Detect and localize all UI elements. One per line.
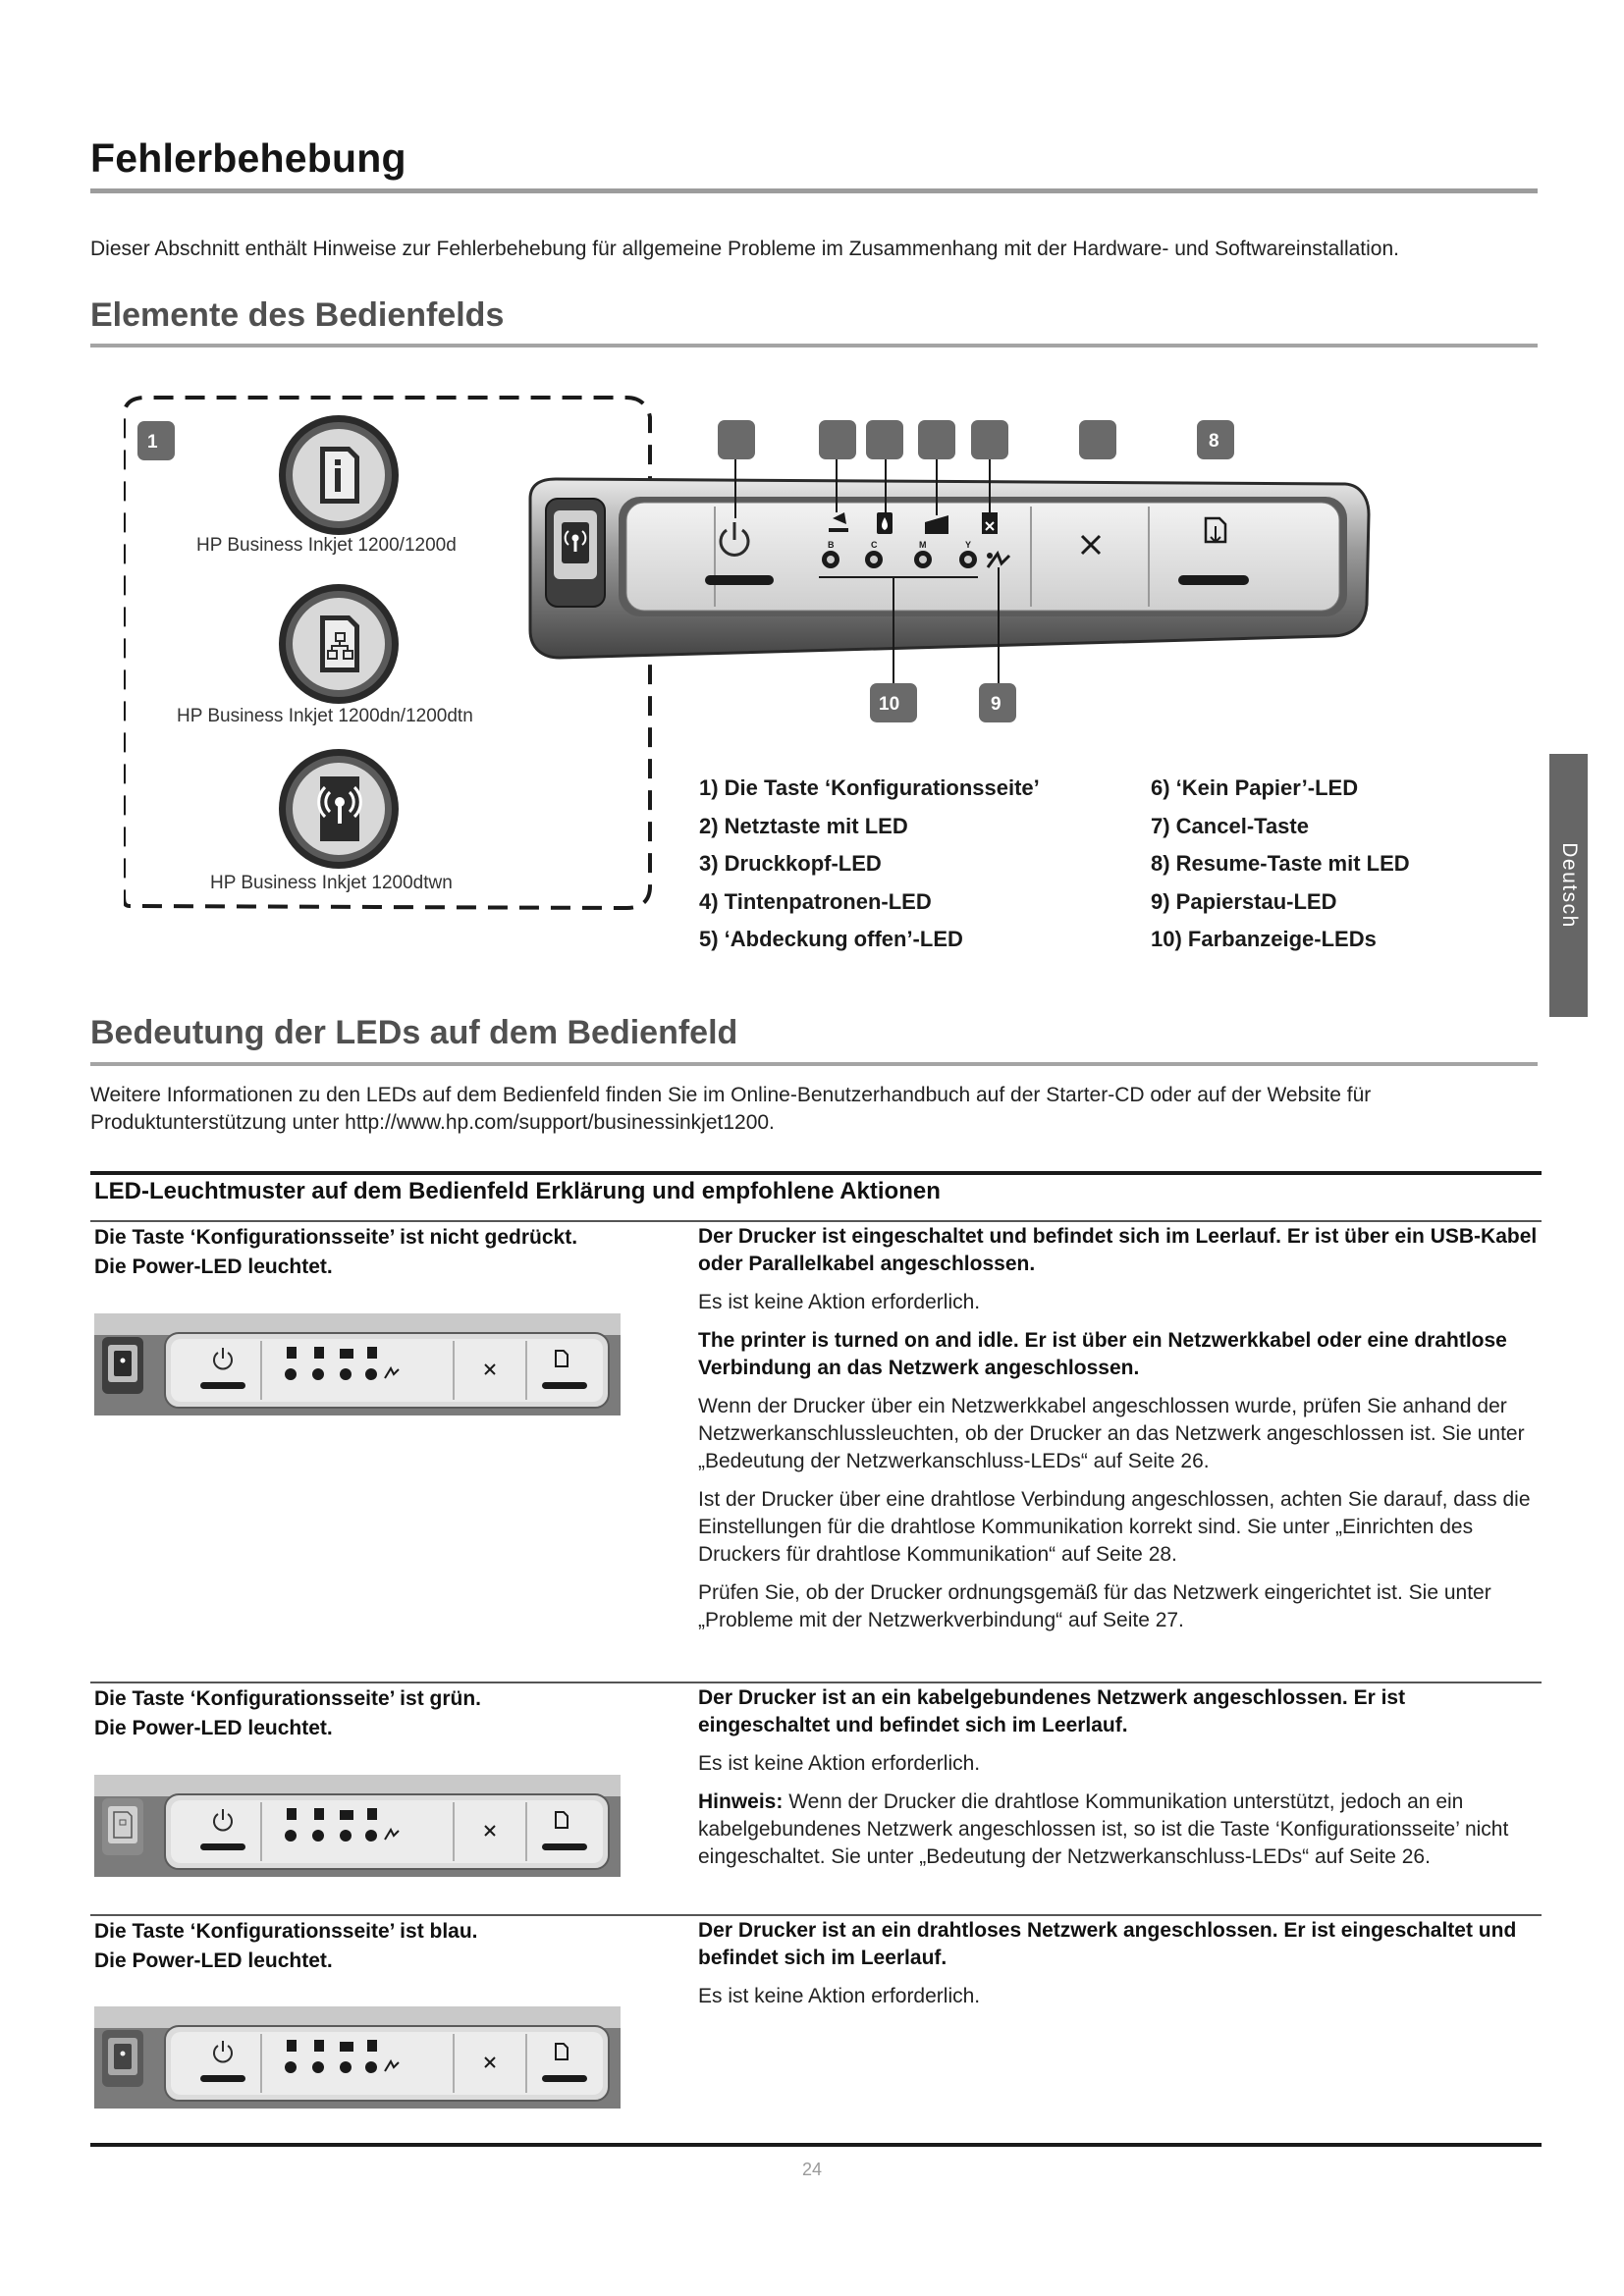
mini-wireless-icon xyxy=(114,2044,132,2069)
config-page-button-1200dtwn xyxy=(277,747,401,871)
table-row-1-description xyxy=(698,1223,1538,1645)
resume-led-bar xyxy=(1178,575,1249,585)
row-3-cond-line-1: Die Taste ‘Konfigurationsseite’ ist blau. xyxy=(94,1920,478,1943)
legend-item-6: 6) ‘Kein Papier’-LED xyxy=(1151,775,1359,800)
led-letter-m: M xyxy=(919,540,927,550)
section-title-panel-elements: Elemente des Bedienfelds xyxy=(90,296,505,334)
row-1-status-network: The printer is turned on and idle. Er ist über ein Netzwerkkabel oder eine drahtlose Verbindung an das Netzwerk angeschlossen. xyxy=(698,1329,1507,1379)
row-2-action: Es ist keine Aktion erforderlich. xyxy=(698,1752,981,1775)
row-1-cond-line-1: Die Taste ‘Konfigurationsseite’ ist nicht gedrückt. xyxy=(94,1226,578,1249)
config-page-button-1200 xyxy=(277,413,401,537)
section-title-led-meaning: Bedeutung der LEDs auf dem Bedienfeld xyxy=(90,1014,738,1051)
title-divider xyxy=(90,188,1538,193)
legend-item-5: 5) ‘Abdeckung offen’-LED xyxy=(699,927,963,951)
legend-left xyxy=(699,775,1040,965)
legend-item-1: 1) Die Taste ‘Konfigurationsseite’ xyxy=(699,775,1040,800)
callout-badge-1 xyxy=(137,421,175,460)
led-letter-y: Y xyxy=(965,540,972,550)
model-label-1200dn: HP Business Inkjet 1200dn/1200dtn xyxy=(177,706,473,726)
control-panel-diagram xyxy=(520,420,1375,744)
panel-state-illustration-2 xyxy=(94,1775,621,1879)
callout-badge-2 xyxy=(718,420,755,459)
table-rule xyxy=(90,1914,1542,1916)
table-row-3-condition xyxy=(94,1917,478,1976)
table-bottom-rule xyxy=(90,2143,1542,2147)
network-page-icon xyxy=(320,615,359,672)
section-divider xyxy=(90,344,1538,347)
callout-badge-3 xyxy=(819,420,856,459)
callout-10-label: 10 xyxy=(879,694,900,715)
led-letter-b: B xyxy=(828,540,835,550)
legend-item-8: 8) Resume-Taste mit LED xyxy=(1151,851,1410,876)
row-1-status: Der Drucker ist eingeschaltet und befindet sich im Leerlauf. Er ist über ein USB-Kabel oder Parallelkabel angeschlossen. xyxy=(698,1225,1538,1275)
table-row-2-description xyxy=(698,1684,1538,1882)
callout-1-label: 1 xyxy=(147,432,158,453)
callout-8-label: 8 xyxy=(1209,431,1219,452)
row-3-status: Der Drucker ist an ein drahtloses Netzwerk angeschlossen. Er ist eingeschaltet und befindet sich im Leerlauf. xyxy=(698,1919,1517,1969)
row-2-cond-line-1: Die Taste ‘Konfigurationsseite’ ist grün. xyxy=(94,1687,482,1710)
wireless-icon xyxy=(319,776,361,841)
row-2-cond-line-2: Die Power-LED leuchtet. xyxy=(94,1717,333,1739)
info-page-icon xyxy=(320,447,359,504)
legend-item-7: 7) Cancel-Taste xyxy=(1151,813,1309,838)
table-row-2-condition xyxy=(94,1684,481,1743)
power-led-bar xyxy=(705,575,774,585)
panel-state-illustration-1 xyxy=(94,1313,621,1417)
table-row-3-description xyxy=(698,1917,1538,2021)
legend-right xyxy=(1151,775,1410,965)
row-1-action: Es ist keine Aktion erforderlich. xyxy=(698,1291,981,1313)
callout-badge-4 xyxy=(866,420,903,459)
intro-text: Dieser Abschnitt enthält Hinweise zur Fehlerbehebung für allgemeine Probleme im Zusammenhang mit der Hardware- und Softwareinstallation. xyxy=(90,238,1399,260)
row-2-note-label: Hinweis: xyxy=(698,1790,784,1813)
mini-wireless-icon xyxy=(114,1351,132,1376)
legend-item-3: 3) Druckkopf-LED xyxy=(699,851,882,876)
language-tab-label: Deutsch xyxy=(1557,842,1581,929)
table-header: LED-Leuchtmuster auf dem Bedienfeld Erklärung und empfohlene Aktionen xyxy=(94,1178,941,1204)
page-number: 24 xyxy=(801,2160,823,2179)
row-3-action: Es ist keine Aktion erforderlich. xyxy=(698,1985,981,2007)
table-row-1-condition xyxy=(94,1223,577,1282)
model-label-1200dtwn: HP Business Inkjet 1200dtwn xyxy=(210,873,453,893)
page-title: Fehlerbehebung xyxy=(90,135,406,181)
panel-state-illustration-3 xyxy=(94,2006,621,2110)
row-1-network-tip-3: Prüfen Sie, ob der Drucker ordnungsgemäß für das Netzwerk eingerichtet ist. Sie unter „Probleme mit der Netzwerkverbindung“ auf Seite 27. xyxy=(698,1581,1491,1631)
mini-power-led xyxy=(200,1843,245,1850)
mini-power-led xyxy=(200,2075,245,2082)
legend-item-10: 10) Farbanzeige-LEDs xyxy=(1151,927,1377,951)
row-2-note xyxy=(698,1789,1538,1871)
row-2-status: Der Drucker ist an ein kabelgebundenes Netzwerk angeschlossen. Er ist eingeschaltet und befindet sich im Leerlauf. xyxy=(698,1686,1406,1736)
callout-badge-6 xyxy=(971,420,1008,459)
led-info-paragraph: Weitere Informationen zu den LEDs auf dem Bedienfeld finden Sie im Online-Benutzerhandbuch auf der Starter-CD oder auf der Website für Produktunterstützung unter http://www.hp.com/support/businessinkjet1200. xyxy=(90,1084,1372,1134)
panel-wireless-icon xyxy=(562,522,589,563)
mini-power-led xyxy=(200,1382,245,1389)
legend-item-4: 4) Tintenpatronen-LED xyxy=(699,888,932,914)
ink-cartridge-icon xyxy=(877,512,893,534)
mini-resume-led xyxy=(542,1382,587,1389)
callout-9-label: 9 xyxy=(991,694,1001,715)
model-label-1200: HP Business Inkjet 1200/1200d xyxy=(196,535,457,556)
table-top-rule xyxy=(90,1171,1542,1175)
out-of-paper-icon xyxy=(982,512,998,534)
config-page-button-1200dn xyxy=(277,582,401,706)
section-divider xyxy=(90,1062,1538,1066)
led-letter-c: C xyxy=(871,540,878,550)
mini-resume-led xyxy=(542,2075,587,2082)
language-tab xyxy=(1549,754,1588,1017)
table-rule xyxy=(90,1682,1542,1683)
row-1-network-tip-2: Ist der Drucker über eine drahtlose Verbindung angeschlossen, achten Sie darauf, dass die Einstellungen für die drahtlose Kommunikation korrekt sind. Sie unter „Einrichten des Druckers für drahtlose Kommunikation“ auf Seite 28. xyxy=(698,1488,1531,1566)
legend-item-2: 2) Netztaste mit LED xyxy=(699,813,908,838)
callout-badge-5 xyxy=(918,420,955,459)
mini-resume-led xyxy=(542,1843,587,1850)
table-rule xyxy=(90,1220,1542,1222)
row-1-network-tip-1: Wenn der Drucker über ein Netzwerkkabel angeschlossen wurde, prüfen Sie anhand der Netzwerkanschlussleuchten, ob der Drucker an das Netzwerk angeschlossen ist. Sie unter „Bedeutung der Netzwerkanschluss-LEDs“ auf Seite 26. xyxy=(698,1395,1525,1472)
callout-badge-7 xyxy=(1079,420,1116,459)
row-2-note-text: Wenn der Drucker die drahtlose Kommunikation unterstützt, jedoch an ein kabelgebundenes Netzwerk angeschlossen ist, so ist die Taste ‘Konfigurationsseite’ nicht eingeschaltet. Sie unter „Bedeutung der Netzwerkanschluss-LEDs“ auf Seite 26. xyxy=(698,1790,1509,1868)
row-1-cond-line-2: Die Power-LED leuchtet. xyxy=(94,1255,333,1278)
legend-item-9: 9) Papierstau-LED xyxy=(1151,888,1337,914)
row-3-cond-line-2: Die Power-LED leuchtet. xyxy=(94,1949,333,1972)
